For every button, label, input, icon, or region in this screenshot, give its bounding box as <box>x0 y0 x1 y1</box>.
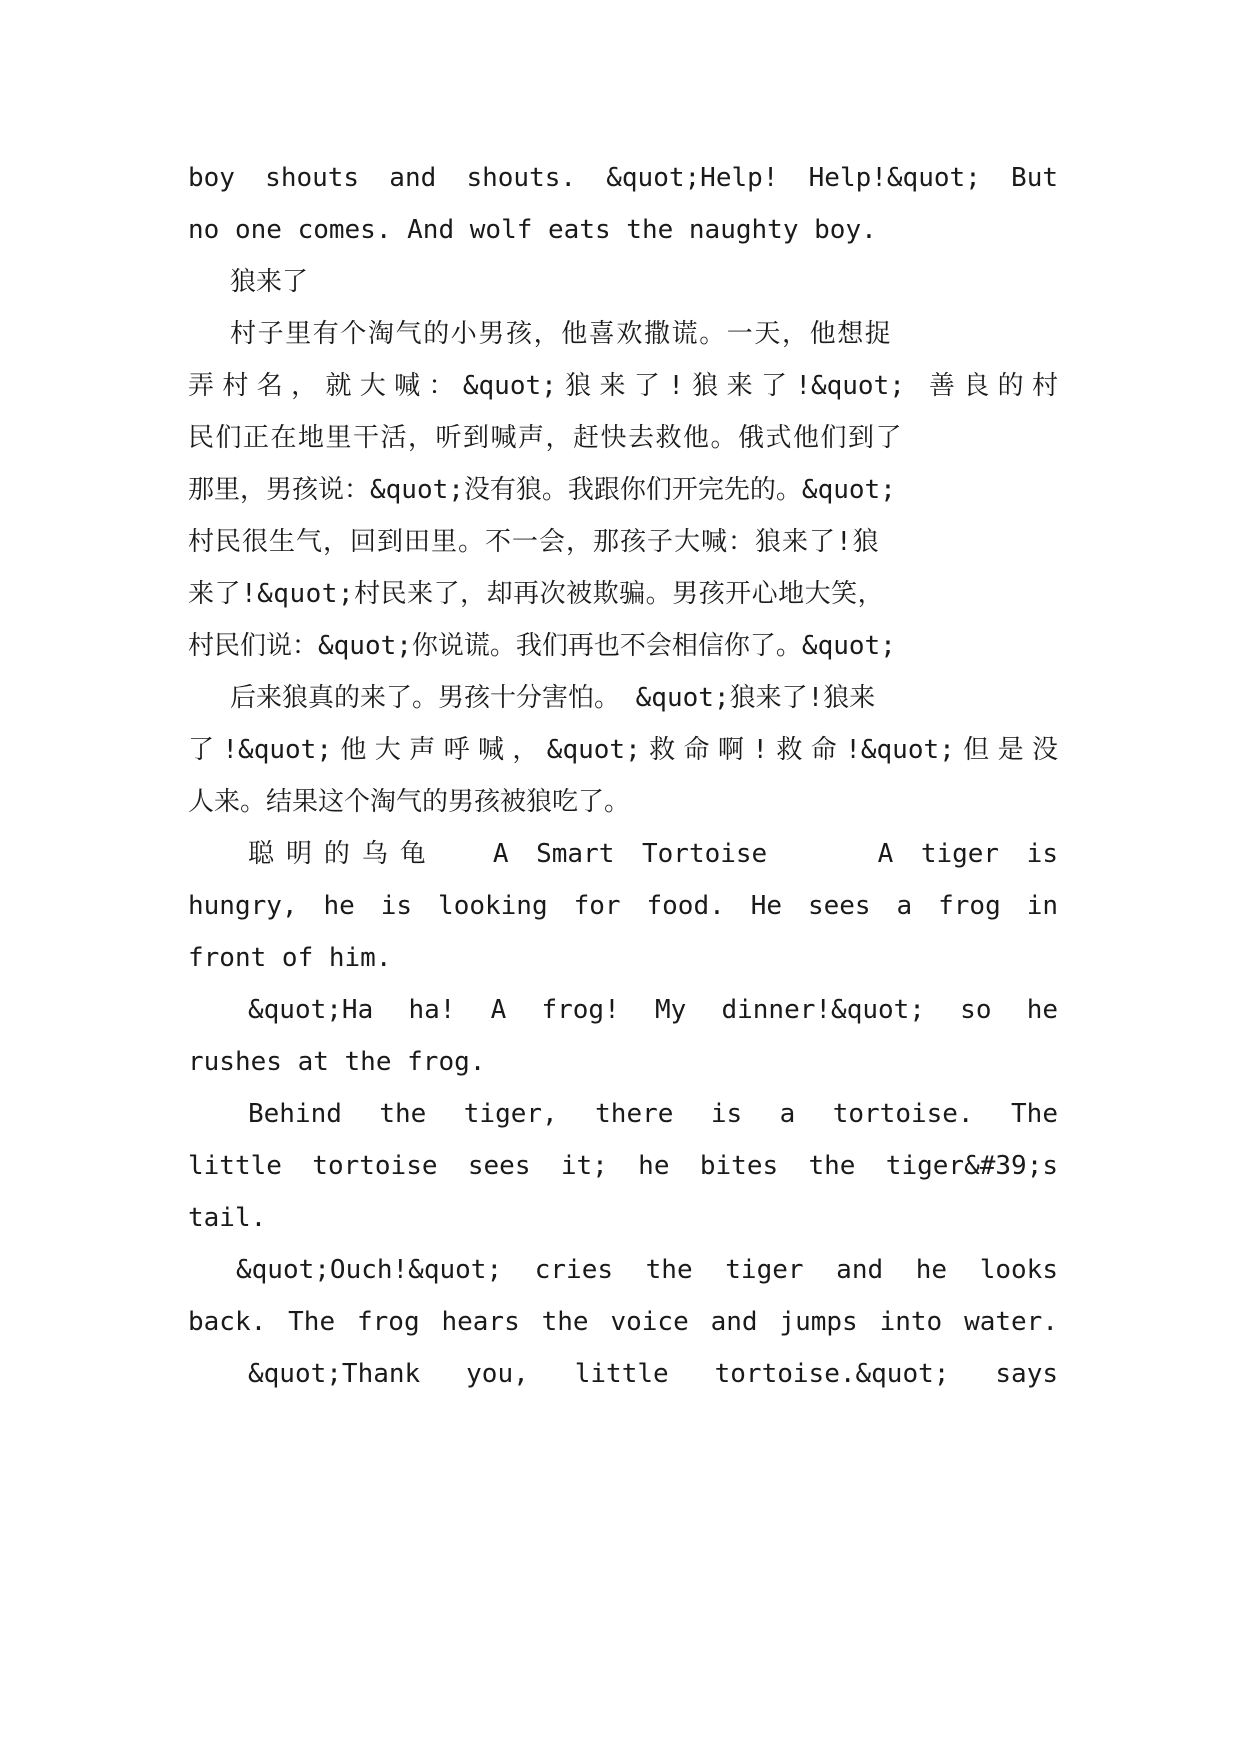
text-line: rushes at the frog. <box>188 1047 486 1077</box>
text-line: &quot;Ha ha! A frog! My dinner!&quot; so he <box>248 995 1058 1025</box>
text-line: 民们正在地里干活，听到喊声，赶快去救他。俄式他们到了 <box>188 423 904 453</box>
text-line: 村子里有个淘气的小男孩，他喜欢撒谎。一天，他想捉 <box>230 319 893 349</box>
text-line: 村民们说：&quot;你说谎。我们再也不会相信你了。&quot; <box>188 631 896 661</box>
text-line: Behind the tiger, there is a tortoise. The <box>248 1099 1058 1129</box>
text-line: back. The frog hears the voice and jumps into water. <box>188 1307 1058 1337</box>
text-line: 人来。结果这个淘气的男孩被狼吃了。 <box>188 787 631 817</box>
story-heading-line: 聪明的乌龟 A Smart Tortoise A tiger is <box>248 839 1058 869</box>
text-line: little tortoise sees it; he bites the tiger&#39;s <box>188 1151 1058 1181</box>
text-line: no one comes. And wolf eats the naughty boy. <box>188 215 877 245</box>
text-line: 弄村名，就大喊：&quot;狼来了!狼来了!&quot; 善良的村 <box>188 371 1058 401</box>
text-line: tail. <box>188 1203 267 1233</box>
text-line: &quot;Thank you, little tortoise.&quot; says <box>248 1359 1058 1389</box>
text-line: 后来狼真的来了。男孩十分害怕。 &quot;狼来了!狼来 <box>230 683 876 713</box>
story-title: 狼来了 <box>230 267 309 297</box>
text-line: 那里，男孩说：&quot;没有狼。我跟你们开完先的。&quot; <box>188 475 896 505</box>
text-line: 来了!&quot;村民来了，却再次被欺骗。男孩开心地大笑， <box>188 579 885 609</box>
text-line: 村民很生气，回到田里。不一会，那孩子大喊：狼来了!狼 <box>188 527 880 557</box>
text-line: boy shouts and shouts. &quot;Help! Help!&quot; But <box>188 163 1058 193</box>
text-line: &quot;Ouch!&quot; cries the tiger and he looks <box>236 1255 1058 1285</box>
text-line: front of him. <box>188 943 392 973</box>
text-line: hungry, he is looking for food. He sees a frog in <box>188 891 1058 921</box>
text-line: 了!&quot;他大声呼喊，&quot;救命啊!救命!&quot;但是没 <box>188 735 1058 765</box>
